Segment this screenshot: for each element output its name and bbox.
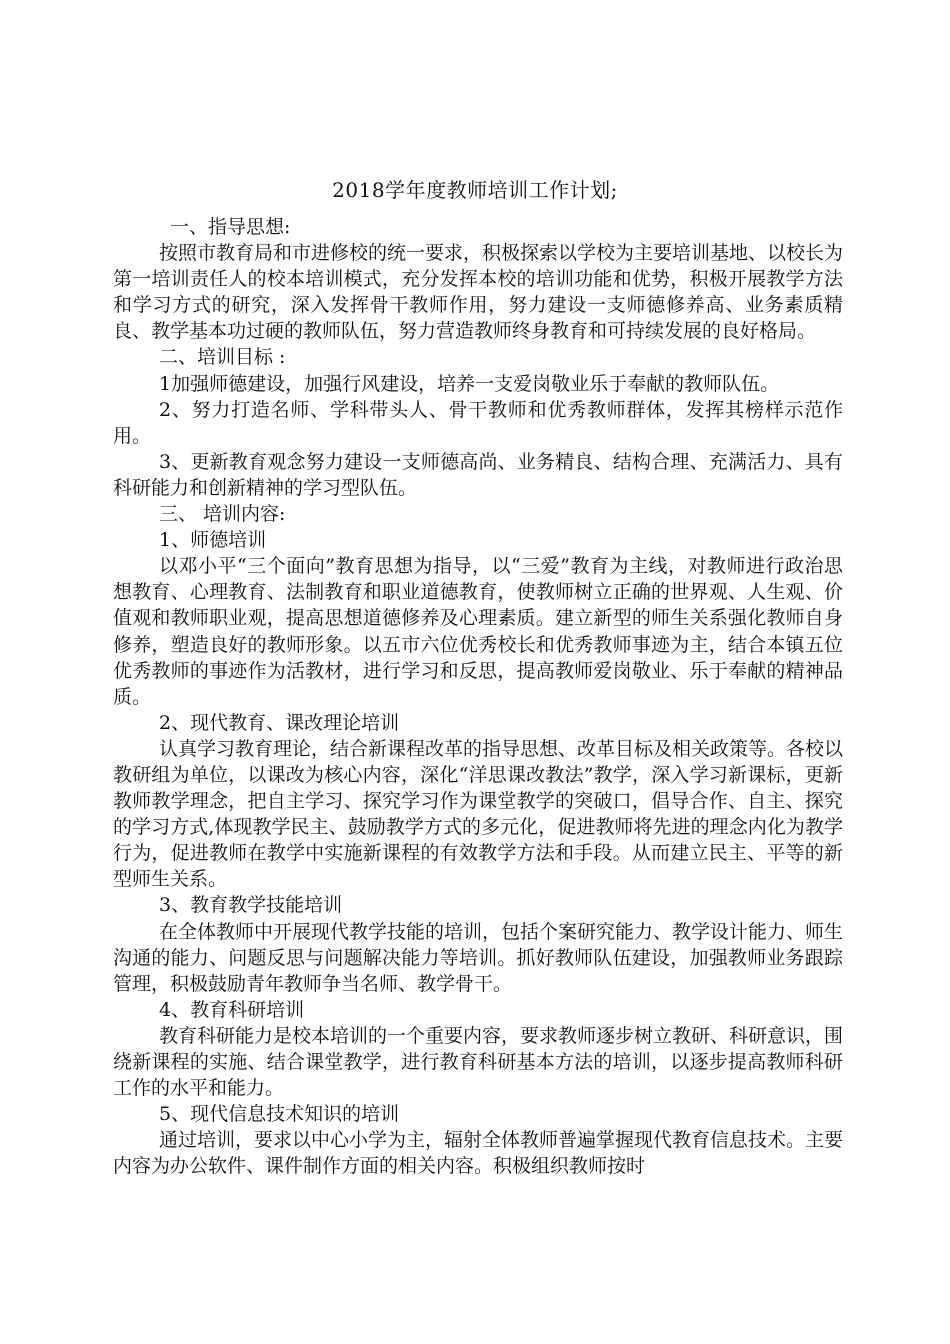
section-heading: 三、 培训内容: bbox=[159, 503, 286, 526]
paragraph: 2、努力打造名师、学科带头人、骨干教师和优秀教师群体，发挥其榜样示范作用。 bbox=[113, 398, 843, 447]
document-title: 2018学年度教师培训工作计划; bbox=[332, 178, 618, 202]
paragraph: 通过培训，要求以中心小学为主，辐射全体教师普遍掌握现代教育信息技术。主要内容为办公软件、课件制作方面的相关内容。积极组织教师按时 bbox=[113, 1129, 844, 1178]
paragraph: 以邓小平“三个面向”教育思想为指导，以“三爱”教育为主线，对教师进行政治思想教育、心理教育、法制教育和职业道德教育，使教师树立正确的世界观、人生观、价值观和教师职业观，提高思想道德修养及心理素质。建立新型的师生关系强化教师自身修养，塑造良好的教师形象。以五市六位优秀校长和优秀教师事迹为主，结合本镇五位优秀教师的事迹作为活教材，进行学习和反思，提高教师爱岗敬业、乐于奉献的精神品质。 bbox=[113, 555, 843, 708]
paragraph: 在全体教师中开展现代教学技能的培训，包括个案研究能力、教学设计能力、师生沟通的能力、问题反思与问题解决能力等培训。抓好教师队伍建设，加强教师业务跟踪管理，积极鼓励青年教师争当名师、教学骨干。 bbox=[113, 920, 844, 995]
paragraph: 教育科研能力是校本培训的一个重要内容，要求教师逐步树立教研、科研意识，围绕新课程的实施、结合课堂教学，进行教育科研基本方法的培训，以逐步提高教师科研工作的水平和能力。 bbox=[113, 1024, 844, 1100]
paragraph: 3、更新教育观念努力建设一支师德高尚、业务精良、结构合理、充满活力、具有科研能力和创新精神的学习型队伍。 bbox=[113, 450, 843, 499]
subsection-heading: 3、教育教学技能培训 bbox=[159, 894, 343, 917]
section-heading: 二、培训目标 : bbox=[159, 346, 286, 369]
subsection-heading: 1、师德培训 bbox=[159, 529, 267, 552]
paragraph: 认真学习教育理论，结合新课程改革的指导思想、改革目标及相关政策等。各校以教研组为单位，以课改为核心内容，深化“洋思课改教法”教学，深入学习新课标，更新教师教学理念，把自主学习、探究学习作为课堂教学的突破口，倡导合作、自主、探究的学习方式,体现教学民主、鼓励教学方式的多元化，促进教师将先进的理念内化为教学行为，促进教师在教学中实施新课程的有效教学方法和手段。从而建立民主、平等的新型师生关系。 bbox=[113, 737, 844, 891]
subsection-heading: 4、教育科研培训 bbox=[159, 998, 305, 1021]
subsection-heading: 2、现代教育、课改理论培训 bbox=[159, 711, 400, 734]
section-heading: 一、指导思想: bbox=[170, 216, 291, 238]
paragraph: 1加强师德建设，加强行风建设，培养一支爱岗敬业乐于奉献的教师队伍。 bbox=[159, 372, 780, 395]
paragraph: 按照市教育局和市进修校的统一要求，积极探索以学校为主要培训基地、以校长为第一培训责任人的校本培训模式，充分发挥本校的培训功能和优势，积极开展教学方法和学习方式的研究，深入发挥骨干教师作用，努力建设一支师德修养高、业务素质精良、教学基本功过硬的教师队伍，努力营造教师终身教育和可持续发展的良好格局。 bbox=[113, 242, 844, 343]
subsection-heading: 5、现代信息技术知识的培训 bbox=[159, 1103, 400, 1126]
document-body bbox=[113, 214, 843, 1179]
